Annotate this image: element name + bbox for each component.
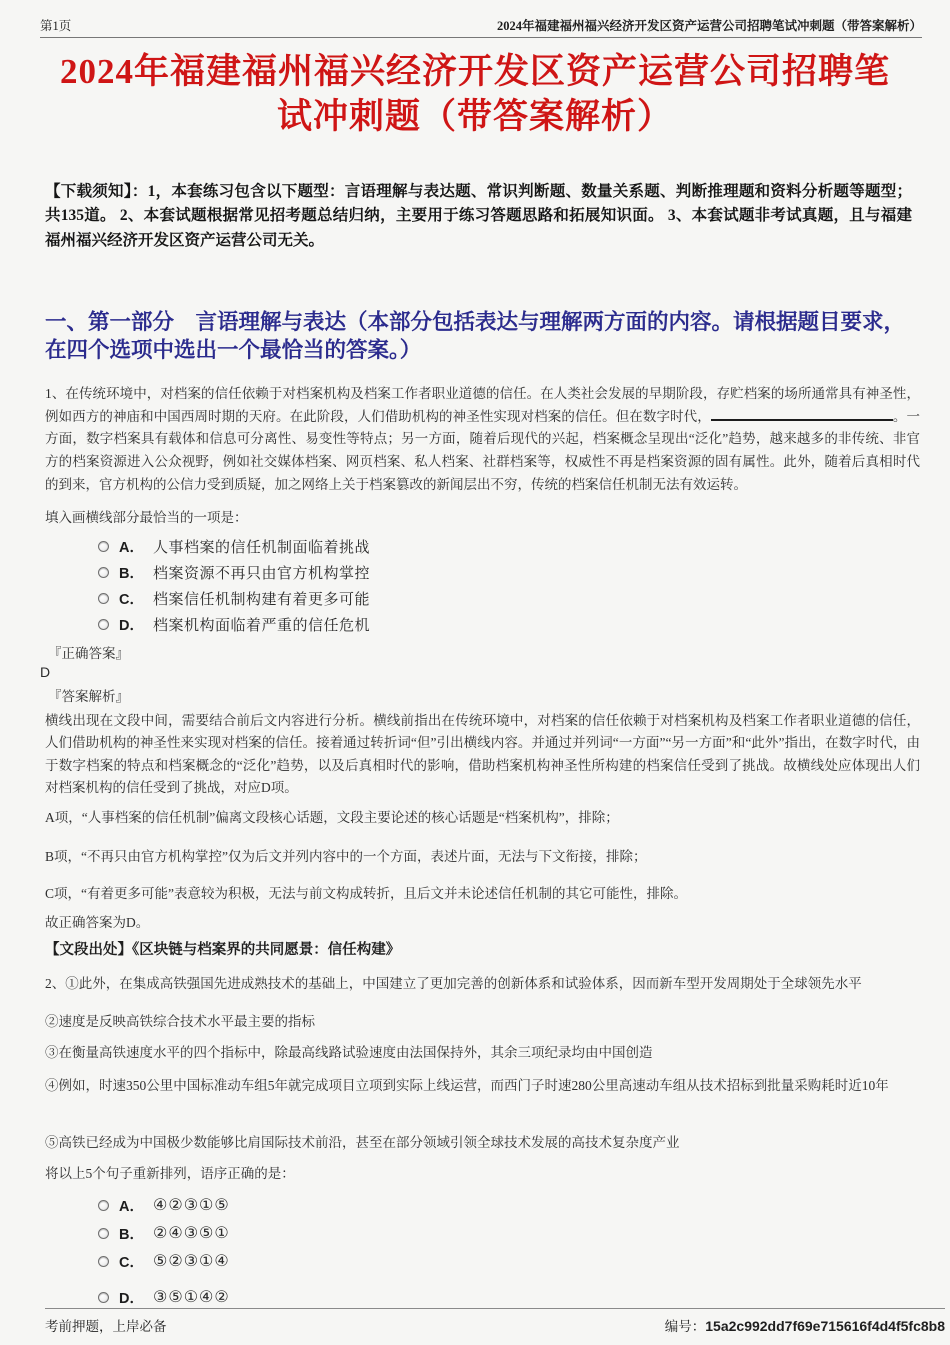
- question-1-options: [98, 533, 370, 637]
- option-letter: B．: [119, 1226, 144, 1243]
- option-letter: A．: [119, 1198, 144, 1215]
- page-number: 第1页: [40, 19, 72, 33]
- option-text: ②④③⑤①: [153, 1225, 230, 1242]
- option-text: 档案机构面临着严重的信任危机: [153, 617, 371, 634]
- q2-option-c[interactable]: [98, 1247, 230, 1275]
- question-2-sentence-2: ②速度是反映高铁综合技术水平最主要的指标: [45, 1014, 315, 1029]
- analysis-option-a: A项，“人事档案的信任机制”偏离文段核心话题，文段主要论述的核心话题是“档案机构”，排除；: [45, 810, 619, 825]
- analysis-option-b: B项，“不再只由官方机构掌控”仅为后文并列内容中的一个方面，表述片面，无法与下文衔接，排除；: [45, 849, 647, 864]
- page-header: [40, 16, 922, 38]
- radio-button-q1-a[interactable]: [98, 541, 109, 552]
- correct-answer-label: 『正确答案』: [48, 646, 129, 661]
- question-2-sentence-5: ⑤高铁已经成为中国极少数能够比肩国际技术前沿，甚至在部分领域引领全球技术发展的高技术复杂度产业: [45, 1135, 680, 1150]
- page-footer: [45, 1308, 945, 1335]
- option-letter: D．: [119, 1290, 144, 1307]
- radio-button-q2-c[interactable]: [98, 1256, 109, 1267]
- option-letter: B．: [119, 565, 144, 582]
- q1-option-a[interactable]: [98, 533, 370, 559]
- download-notice: 【下载须知】：1，本套练习包含以下题型：言语理解与表达题、常识判断题、数量关系题、判断推理题和资料分析题等题型；共135道。 2、本套试题根据常见招考题总结归纳，主要用于练习答题思路和拓展知识面。 3、本套试题非考试真题，且与福建福州福兴经济开发区资产运营公司无关。: [45, 183, 912, 249]
- question-2-prompt: 将以上5个句子重新排列，语序正确的是：: [45, 1166, 295, 1181]
- option-letter: C．: [119, 591, 144, 608]
- radio-button-q2-a[interactable]: [98, 1200, 109, 1211]
- question-2-sentence-4: ④例如，时速350公里中国标准动车组5年就完成项目立项到实际上线运营，而西门子时速280公里高速动车组从技术招标到批量采购耗时近10年: [45, 1078, 889, 1093]
- q2-option-d[interactable]: [98, 1283, 230, 1311]
- q1-option-c[interactable]: [98, 585, 370, 611]
- question-1-stem-after: 。一方面，数字档案具有载体和信息可分离性、易变性等特点；另一方面，随着后现代的兴起，档案概念呈现出“泛化”趋势，越来越多的非传统、非官方的档案资源进入公众视野，例如社交媒体档案、网页档案、私人档案、社群档案等，权威性不再是档案资源的固有属性。此外，随着后真相时代的到来，官方机构的公信力受到质疑，加之网络上关于档案篡改的新闻层出不穷，传统的档案信任机制无法有效运转。: [45, 408, 921, 492]
- q2-option-a[interactable]: [98, 1191, 230, 1219]
- correct-answer-value: D: [40, 664, 51, 680]
- q1-option-d[interactable]: [98, 611, 370, 637]
- footer-slogan: 考前押题，上岸必备: [45, 1319, 167, 1334]
- passage-source: 【文段出处】《区块链与档案界的共同愿景：信任构建》: [45, 942, 401, 958]
- q1-option-b[interactable]: [98, 559, 370, 585]
- section-heading: 一、第一部分 言语理解与表达（本部分包括表达与理解两方面的内容。请根据题目要求，在四个选项中选出一个最恰当的答案。）: [45, 310, 906, 363]
- option-text: 档案资源不再只由官方机构掌控: [153, 565, 371, 582]
- analysis-option-c: C项，“有着更多可能”表意较为积极，无法与前文构成转折，且后文并未论述信任机制的其它可能性，排除。: [45, 886, 687, 901]
- option-text: 人事档案的信任机制面临着挑战: [153, 539, 371, 556]
- footer-code-value: 15a2c992dd7f69e715616f4d4f5fc8b8: [705, 1318, 945, 1334]
- radio-button-q1-b[interactable]: [98, 567, 109, 578]
- question-1-stem-before: 1、在传统环境中，对档案的信任依赖于对档案机构及档案工作者职业道德的信任。在人类社会发展的早期阶段，存贮档案的场所通常具有神圣性，例如西方的神庙和中国西周时期的天府。在此阶段，人们借助机构的神圣性实现对档案的信任。但在数字时代，: [45, 386, 920, 424]
- document-title: 2024年福建福州福兴经济开发区资产运营公司招聘笔试冲刺题（带答案解析）: [59, 52, 890, 136]
- question-2-sentence-3: ③在衡量高铁速度水平的四个指标中，除最高线路试验速度由法国保持外，其余三项纪录均由中国创造: [45, 1045, 653, 1060]
- option-text: 档案信任机制构建有着更多可能: [153, 591, 371, 608]
- option-text: ⑤②③①④: [153, 1253, 230, 1270]
- answer-analysis-label: 『答案解析』: [48, 689, 129, 704]
- radio-button-q1-c[interactable]: [98, 593, 109, 604]
- question-2-options: [98, 1191, 230, 1311]
- option-text: ③⑤①④②: [153, 1289, 230, 1306]
- option-letter: A．: [119, 539, 144, 556]
- footer-code: [665, 1315, 945, 1335]
- q2-option-b[interactable]: [98, 1219, 230, 1247]
- option-letter: D．: [119, 617, 144, 634]
- question-1-stem: [45, 383, 920, 496]
- radio-button-q2-b[interactable]: [98, 1228, 109, 1239]
- option-text: ④②③①⑤: [153, 1197, 230, 1214]
- radio-button-q2-d[interactable]: [98, 1292, 109, 1303]
- question-2-sentence-1: 2、①此外，在集成高铁强国先进成熟技术的基础上，中国建立了更加完善的创新体系和试验体系，因而新车型开发周期处于全球领先水平: [45, 976, 862, 991]
- analysis-conclusion: 故正确答案为D。: [45, 915, 150, 930]
- header-doc-title: 2024年福建福州福兴经济开发区资产运营公司招聘笔试冲刺题（带答案解析）: [496, 19, 922, 33]
- answer-analysis-text: 横线出现在文段中间，需要结合前后文内容进行分析。横线前指出在传统环境中，对档案的信任依赖于对档案机构及档案工作者职业道德的信任，人们借助机构的神圣性来实现对档案的信任。接着通过转折词“但”引出横线内容。并通过并列词“一方面”“另一方面”和“此外”指出，在数字时代，由于数字档案的特点和档案概念的“泛化”趋势，以及后真相时代的影响，借助档案机构神圣性所构建的档案信任受到了挑战。故横线处应体现出人们对档案机构的信任受到了挑战，对应D项。: [45, 713, 920, 796]
- footer-code-label: 编号：: [664, 1319, 706, 1334]
- radio-button-q1-d[interactable]: [98, 619, 109, 630]
- question-1-prompt: 填入画横线部分最恰当的一项是：: [45, 510, 248, 525]
- blank-underline: [711, 410, 893, 421]
- option-letter: C．: [119, 1254, 144, 1271]
